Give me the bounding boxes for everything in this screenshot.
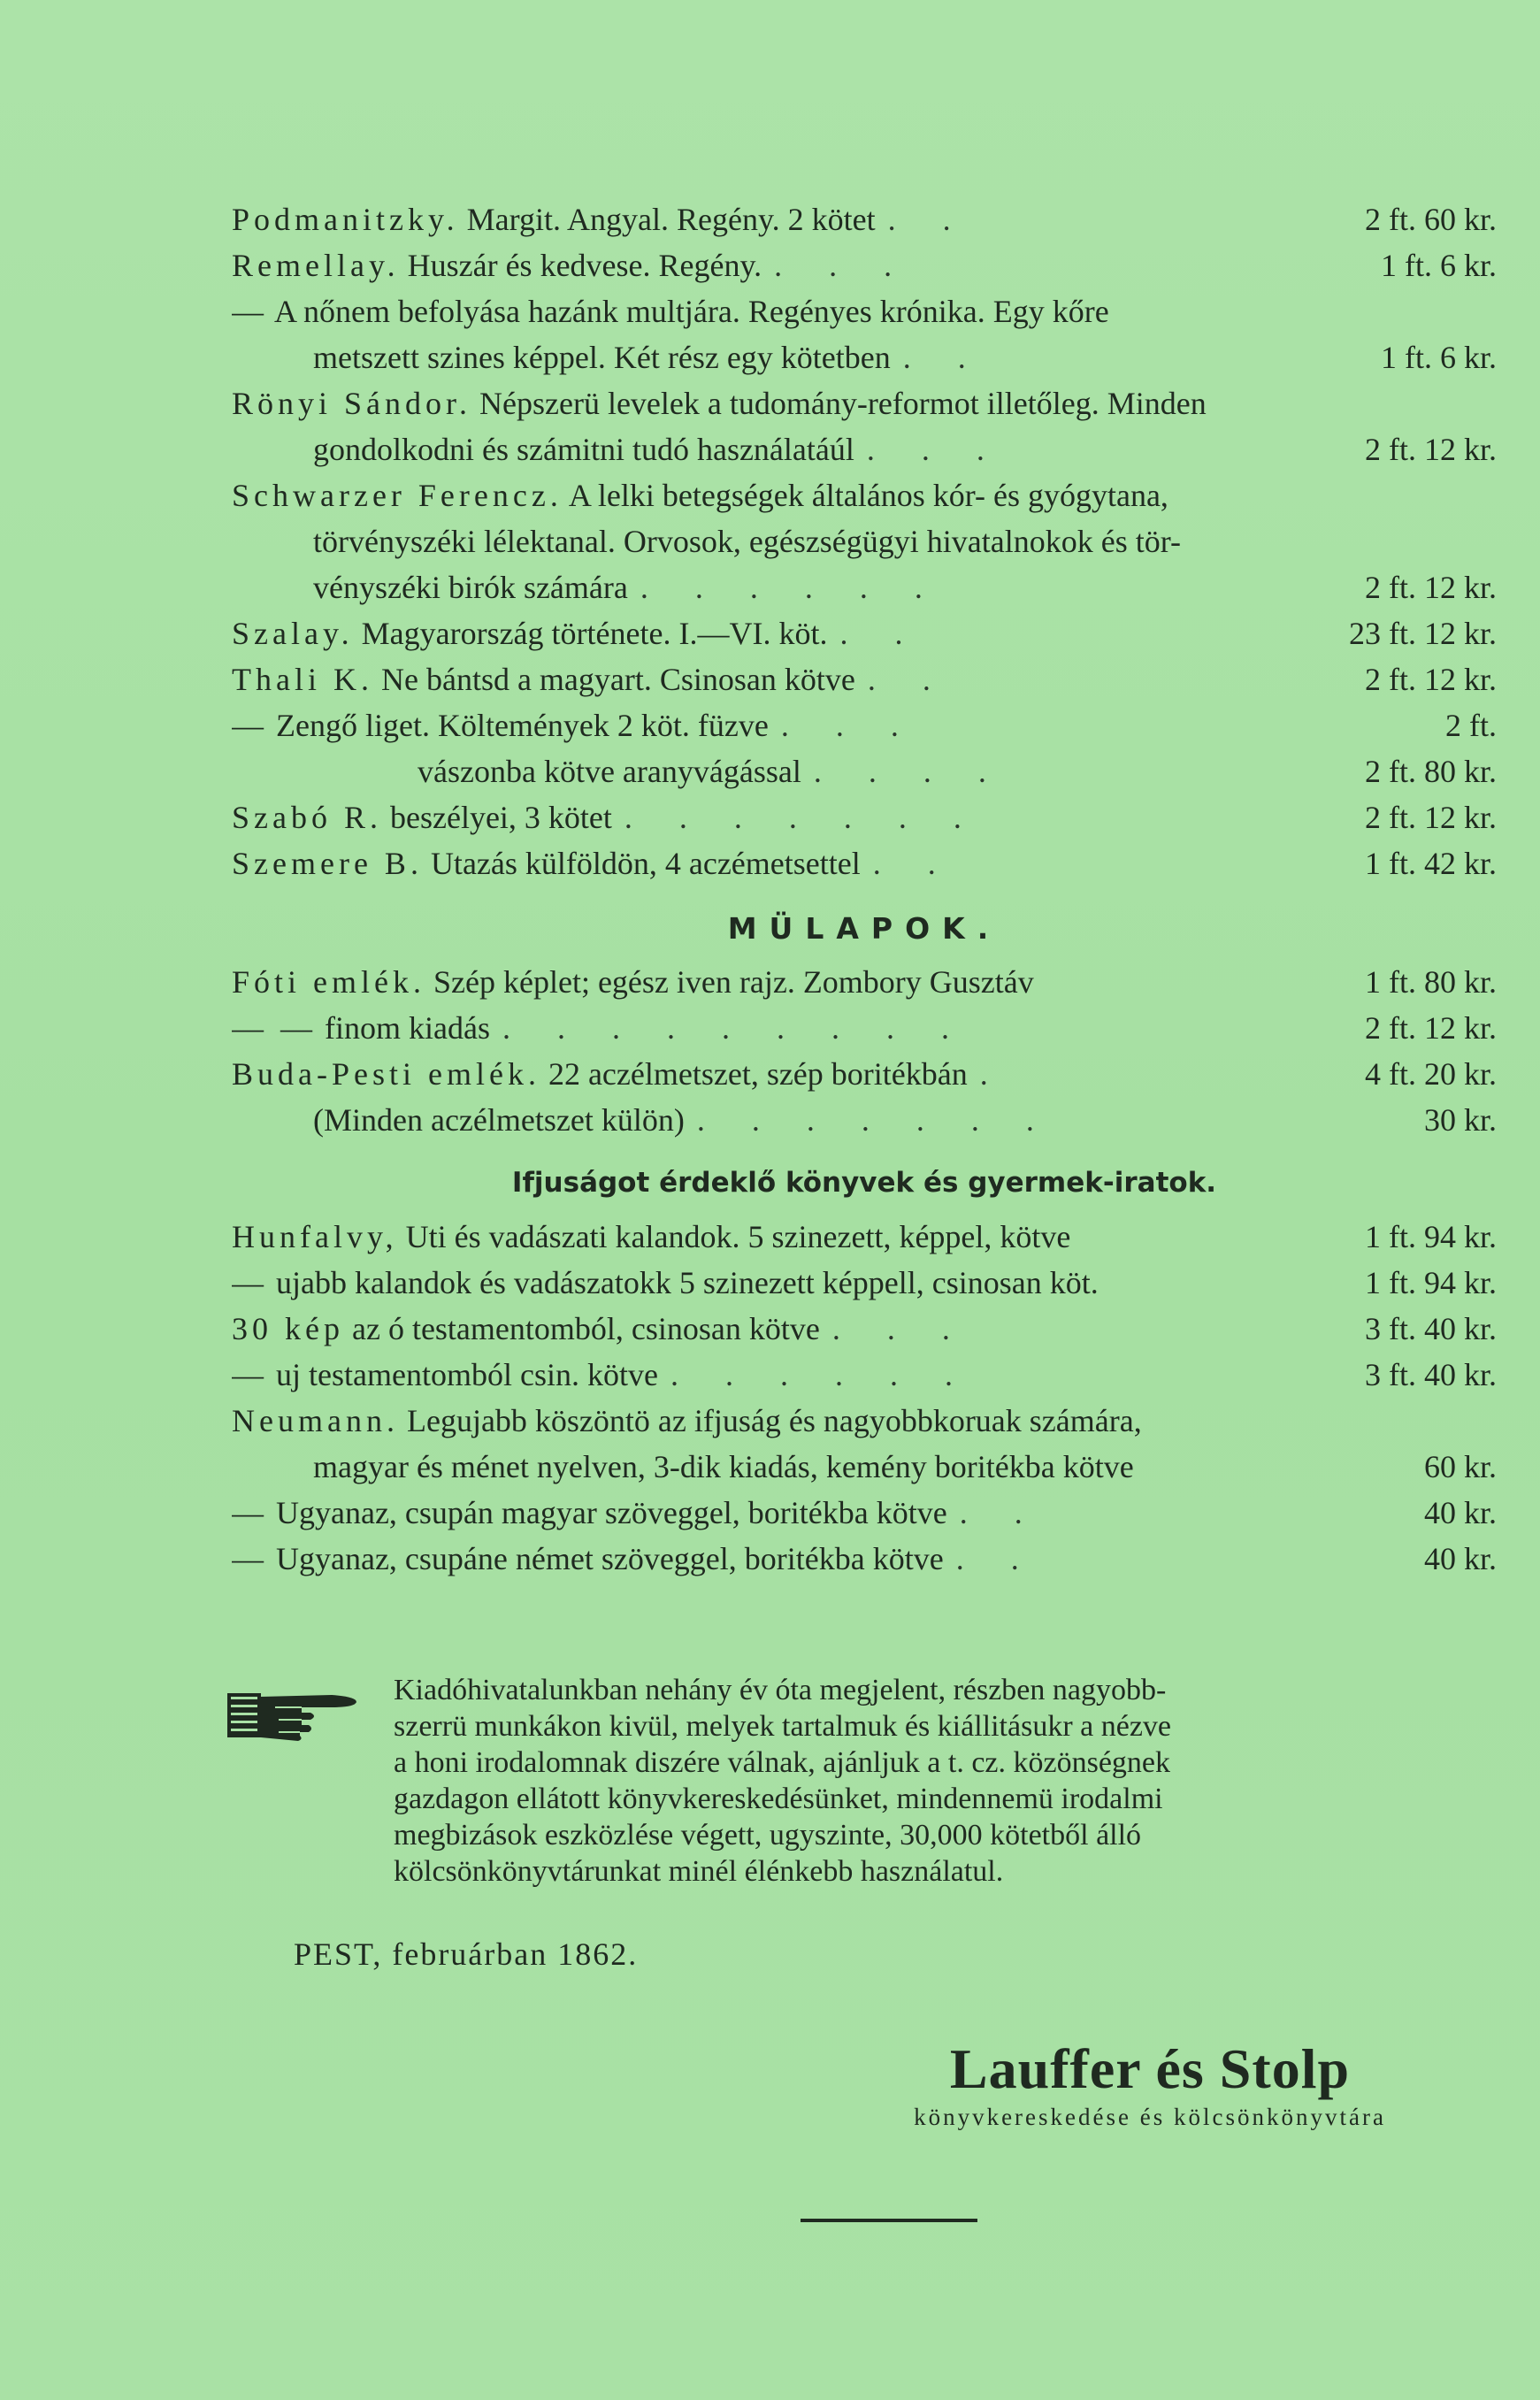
entry-text [232, 242, 762, 288]
catalog-entry [232, 959, 1497, 1005]
catalog-entry [232, 1536, 1497, 1582]
entry-title: A nőnem befolyása hazánk multjára. Regényes krónika. Egy kőre [274, 294, 1109, 329]
catalog-entry [232, 1260, 1497, 1306]
entry-text [232, 794, 612, 840]
leader-dots: . . [955, 1541, 1038, 1576]
entry-author: Thali K. [232, 662, 373, 697]
entry-text [232, 1352, 658, 1398]
entry-author: — [232, 294, 268, 329]
entry-title: Magyarország története. I.—VI. köt. [361, 616, 828, 651]
entry-author: Neumann. [232, 1403, 399, 1438]
leader-dots: . . . . . . [640, 570, 942, 605]
entry-author: — [232, 708, 268, 743]
entry-text [232, 656, 855, 702]
leader-dots: . . . [780, 708, 918, 743]
closing-rule [801, 2219, 977, 2222]
entry-continuation: gondolkodni és számitni tudó használatáúl [313, 432, 854, 467]
entry-text [232, 472, 1168, 518]
publisher-name: Lauffer és Stolp [949, 2037, 1351, 2100]
catalog-entry [232, 702, 1497, 748]
entry-author: 30 kép [232, 1311, 344, 1346]
entry-price: 1 ft. 94 kr. [1365, 1265, 1497, 1300]
entry-title: Szép képlet; egész iven rajz. Zombory Gusztáv [433, 964, 1034, 1000]
pointing-hand-icon [226, 1681, 358, 1752]
entry-author: Podmanitzky. [232, 202, 459, 237]
entry-price: 2 ft. 80 kr. [1365, 754, 1497, 789]
notice-line: kölcsönkönyvtárunkat minél élénkebb használatul. [394, 1855, 1004, 1888]
leader-dots: . . [867, 662, 950, 697]
entry-title: Legujabb köszöntö az ifjuság és nagyobbkoruak számára, [406, 1403, 1142, 1438]
catalog-entry [232, 1051, 1497, 1097]
entry-author: Fóti emlék. [232, 964, 425, 1000]
book-catalog [232, 196, 1497, 1582]
entry-price: 2 ft. [1445, 708, 1497, 743]
catalog-entry [232, 518, 1497, 564]
catalog-entry [232, 1214, 1497, 1260]
entry-continuation: vászonba kötve aranyvágással [418, 754, 801, 789]
entry-price: 2 ft. 60 kr. [1365, 202, 1497, 237]
entry-title: Zengő liget. Költemények 2 köt. füzve [276, 708, 769, 743]
entry-author: Schwarzer Ferencz. [232, 478, 563, 513]
notice-line: Kiadóhivatalunkban nehány év óta megjelent, részben nagyobb- [394, 1674, 1167, 1706]
entry-text [232, 288, 1109, 334]
entry-title: Uti és vadászati kalandok. 5 szinezett, képpel, kötve [405, 1219, 1071, 1254]
catalog-entry [232, 656, 1497, 702]
entry-title: Ne bántsd a magyart. Csinosan kötve [380, 662, 855, 697]
entry-title: Utazás külföldön, 4 aczémetsettel [430, 846, 861, 881]
entry-text [232, 1490, 947, 1536]
entry-author: Buda-Pesti emlék. [232, 1056, 540, 1092]
entry-author: Rönyi Sándor. [232, 386, 472, 421]
entry-author: — [232, 1265, 268, 1300]
entry-title: beszélyei, 3 kötet [390, 800, 612, 835]
entry-price: 2 ft. 12 kr. [1365, 432, 1497, 467]
catalog-entry [232, 748, 1497, 794]
entry-price: 2 ft. 12 kr. [1365, 662, 1497, 697]
leader-dots: . . [839, 616, 923, 651]
entry-author: Remellay. [232, 248, 400, 283]
entry-title: Ugyanaz, csupán magyar szöveggel, boritékba kötve [276, 1495, 947, 1530]
notice-line: a honi irodalomnak diszére válnak, ajánljuk a t. cz. közönségnek [394, 1746, 1171, 1779]
entry-text [232, 1536, 944, 1582]
leader-dots: . . . . [813, 754, 1006, 789]
entry-price: 2 ft. 12 kr. [1365, 570, 1497, 605]
entry-text [232, 1306, 820, 1352]
leader-dots: . . . [831, 1311, 969, 1346]
entry-text [232, 1051, 968, 1097]
entry-text [232, 380, 1207, 426]
entry-author: Szabó R. [232, 800, 382, 835]
entry-continuation: (Minden aczélmetszet külön) [313, 1102, 685, 1138]
leader-dots: . . . [774, 248, 912, 283]
entry-continuation: törvényszéki lélektanal. Orvosok, egészségügyi hivatalnokok és tör- [313, 524, 1181, 559]
catalog-entry [232, 1444, 1497, 1490]
publisher-tagline: könyvkereskedése és kölcsönkönyvtára [914, 2104, 1386, 2130]
entry-title: uj testamentomból csin. kötve [276, 1357, 658, 1392]
entry-price: 1 ft. 94 kr. [1365, 1219, 1497, 1254]
entry-author: — [232, 1357, 268, 1392]
catalog-entry [232, 1005, 1497, 1051]
entry-author: — [232, 1541, 268, 1576]
entry-price: 40 kr. [1423, 1495, 1497, 1530]
entry-title: A lelki betegségek általános kór- és gyógytana, [568, 478, 1168, 513]
leader-dots: . . . . . . . [696, 1102, 1053, 1138]
entry-author: Szemere B. [232, 846, 423, 881]
entry-author: — — [232, 1010, 317, 1046]
catalog-entry [232, 242, 1497, 288]
leader-dots: . . [872, 846, 955, 881]
entry-text [232, 196, 876, 242]
leader-dots: . . [959, 1495, 1042, 1530]
entry-title: finom kiadás [325, 1010, 490, 1046]
leader-dots: . . [887, 202, 970, 237]
entry-continuation: magyar és ménet nyelven, 3-dik kiadás, kemény boritékba kötve [313, 1449, 1134, 1484]
catalog-entry [232, 1352, 1497, 1398]
notice-line: szerrü munkákon kivül, melyek tartalmuk és kiállitásukr a nézve [394, 1710, 1172, 1743]
catalog-entry [232, 380, 1497, 426]
entry-price: 30 kr. [1423, 1102, 1497, 1138]
catalog-entry [232, 288, 1497, 334]
entry-text [232, 702, 769, 748]
entry-price: 23 ft. 12 kr. [1349, 616, 1497, 651]
entry-text [232, 610, 827, 656]
entry-text [232, 840, 861, 886]
entry-price: 60 kr. [1423, 1449, 1497, 1484]
entry-price: 1 ft. 6 kr. [1381, 248, 1497, 283]
catalog-entry [232, 426, 1497, 472]
catalog-entry [232, 1306, 1497, 1352]
leader-dots: . [979, 1056, 1008, 1092]
section-heading-mulapok: MÜLAPOK. [727, 911, 1001, 946]
entry-price: 1 ft. 42 kr. [1365, 846, 1497, 881]
entry-price: 2 ft. 12 kr. [1365, 1010, 1497, 1046]
leader-dots: . . . . . . . . . [502, 1010, 969, 1046]
entry-price: 1 ft. 80 kr. [1365, 964, 1497, 1000]
catalog-entry [232, 794, 1497, 840]
entry-author: Szalay. [232, 616, 354, 651]
catalog-entry [232, 196, 1497, 242]
entry-title: Ugyanaz, csupáne német szöveggel, boritékba kötve [276, 1541, 944, 1576]
catalog-entry [232, 564, 1497, 610]
publisher-imprint [867, 2036, 1433, 2131]
entry-price: 1 ft. 6 kr. [1381, 340, 1497, 375]
entry-author: — [232, 1495, 268, 1530]
entry-price: 3 ft. 40 kr. [1365, 1311, 1497, 1346]
entry-text [232, 959, 1034, 1005]
entry-text [232, 1214, 1070, 1260]
notice-line: megbizások eszközlése végett, ugyszinte, 30,000 kötetből álló [394, 1819, 1142, 1852]
dateline: PEST, februárban 1862. [294, 1936, 639, 1972]
section-heading-youth: Ifjuságot érdeklő könyvek és gyermek-iratok. [511, 1167, 1217, 1199]
catalog-entry [232, 1398, 1497, 1444]
entry-title: ujabb kalandok és vadászatokk 5 szinezett képpell, csinosan köt. [276, 1265, 1099, 1300]
entry-price: 2 ft. 12 kr. [1365, 800, 1497, 835]
entry-title: Margit. Angyal. Regény. 2 kötet [466, 202, 876, 237]
entry-price: 40 kr. [1423, 1541, 1497, 1576]
catalog-entry [232, 334, 1497, 380]
catalog-entry [232, 840, 1497, 886]
entry-title: az ó testamentomból, csinosan kötve [351, 1311, 820, 1346]
catalog-entry [232, 1097, 1497, 1143]
catalog-entry [232, 610, 1497, 656]
publisher-notice [226, 1672, 1490, 1890]
catalog-entry [232, 1490, 1497, 1536]
notice-line: gazdagon ellátott könyvkereskedésünket, mindennemü irodalmi [394, 1783, 1163, 1815]
entry-title: Népszerü levelek a tudomány-reformot illetőleg. Minden [479, 386, 1207, 421]
entry-author: Hunfalvy, [232, 1219, 398, 1254]
entry-price: 4 ft. 20 kr. [1365, 1056, 1497, 1092]
entry-text [232, 1260, 1099, 1306]
entry-title: 22 aczélmetszet, szép boritékbán [548, 1056, 968, 1092]
leader-dots: . . . [866, 432, 1004, 467]
leader-dots: . . . . . . . [624, 800, 981, 835]
entry-continuation: vényszéki birók számára [313, 570, 628, 605]
entry-price: 3 ft. 40 kr. [1365, 1357, 1497, 1392]
entry-continuation: metszett szines képpel. Két rész egy kötetben [313, 340, 891, 375]
leader-dots: . . . . . . [670, 1357, 972, 1392]
leader-dots: . . [902, 340, 985, 375]
entry-title: Huszár és kedvese. Regény. [407, 248, 762, 283]
notice-text [394, 1672, 1490, 1890]
catalog-entry [232, 472, 1497, 518]
entry-text [232, 1005, 490, 1051]
entry-text [232, 1398, 1142, 1444]
